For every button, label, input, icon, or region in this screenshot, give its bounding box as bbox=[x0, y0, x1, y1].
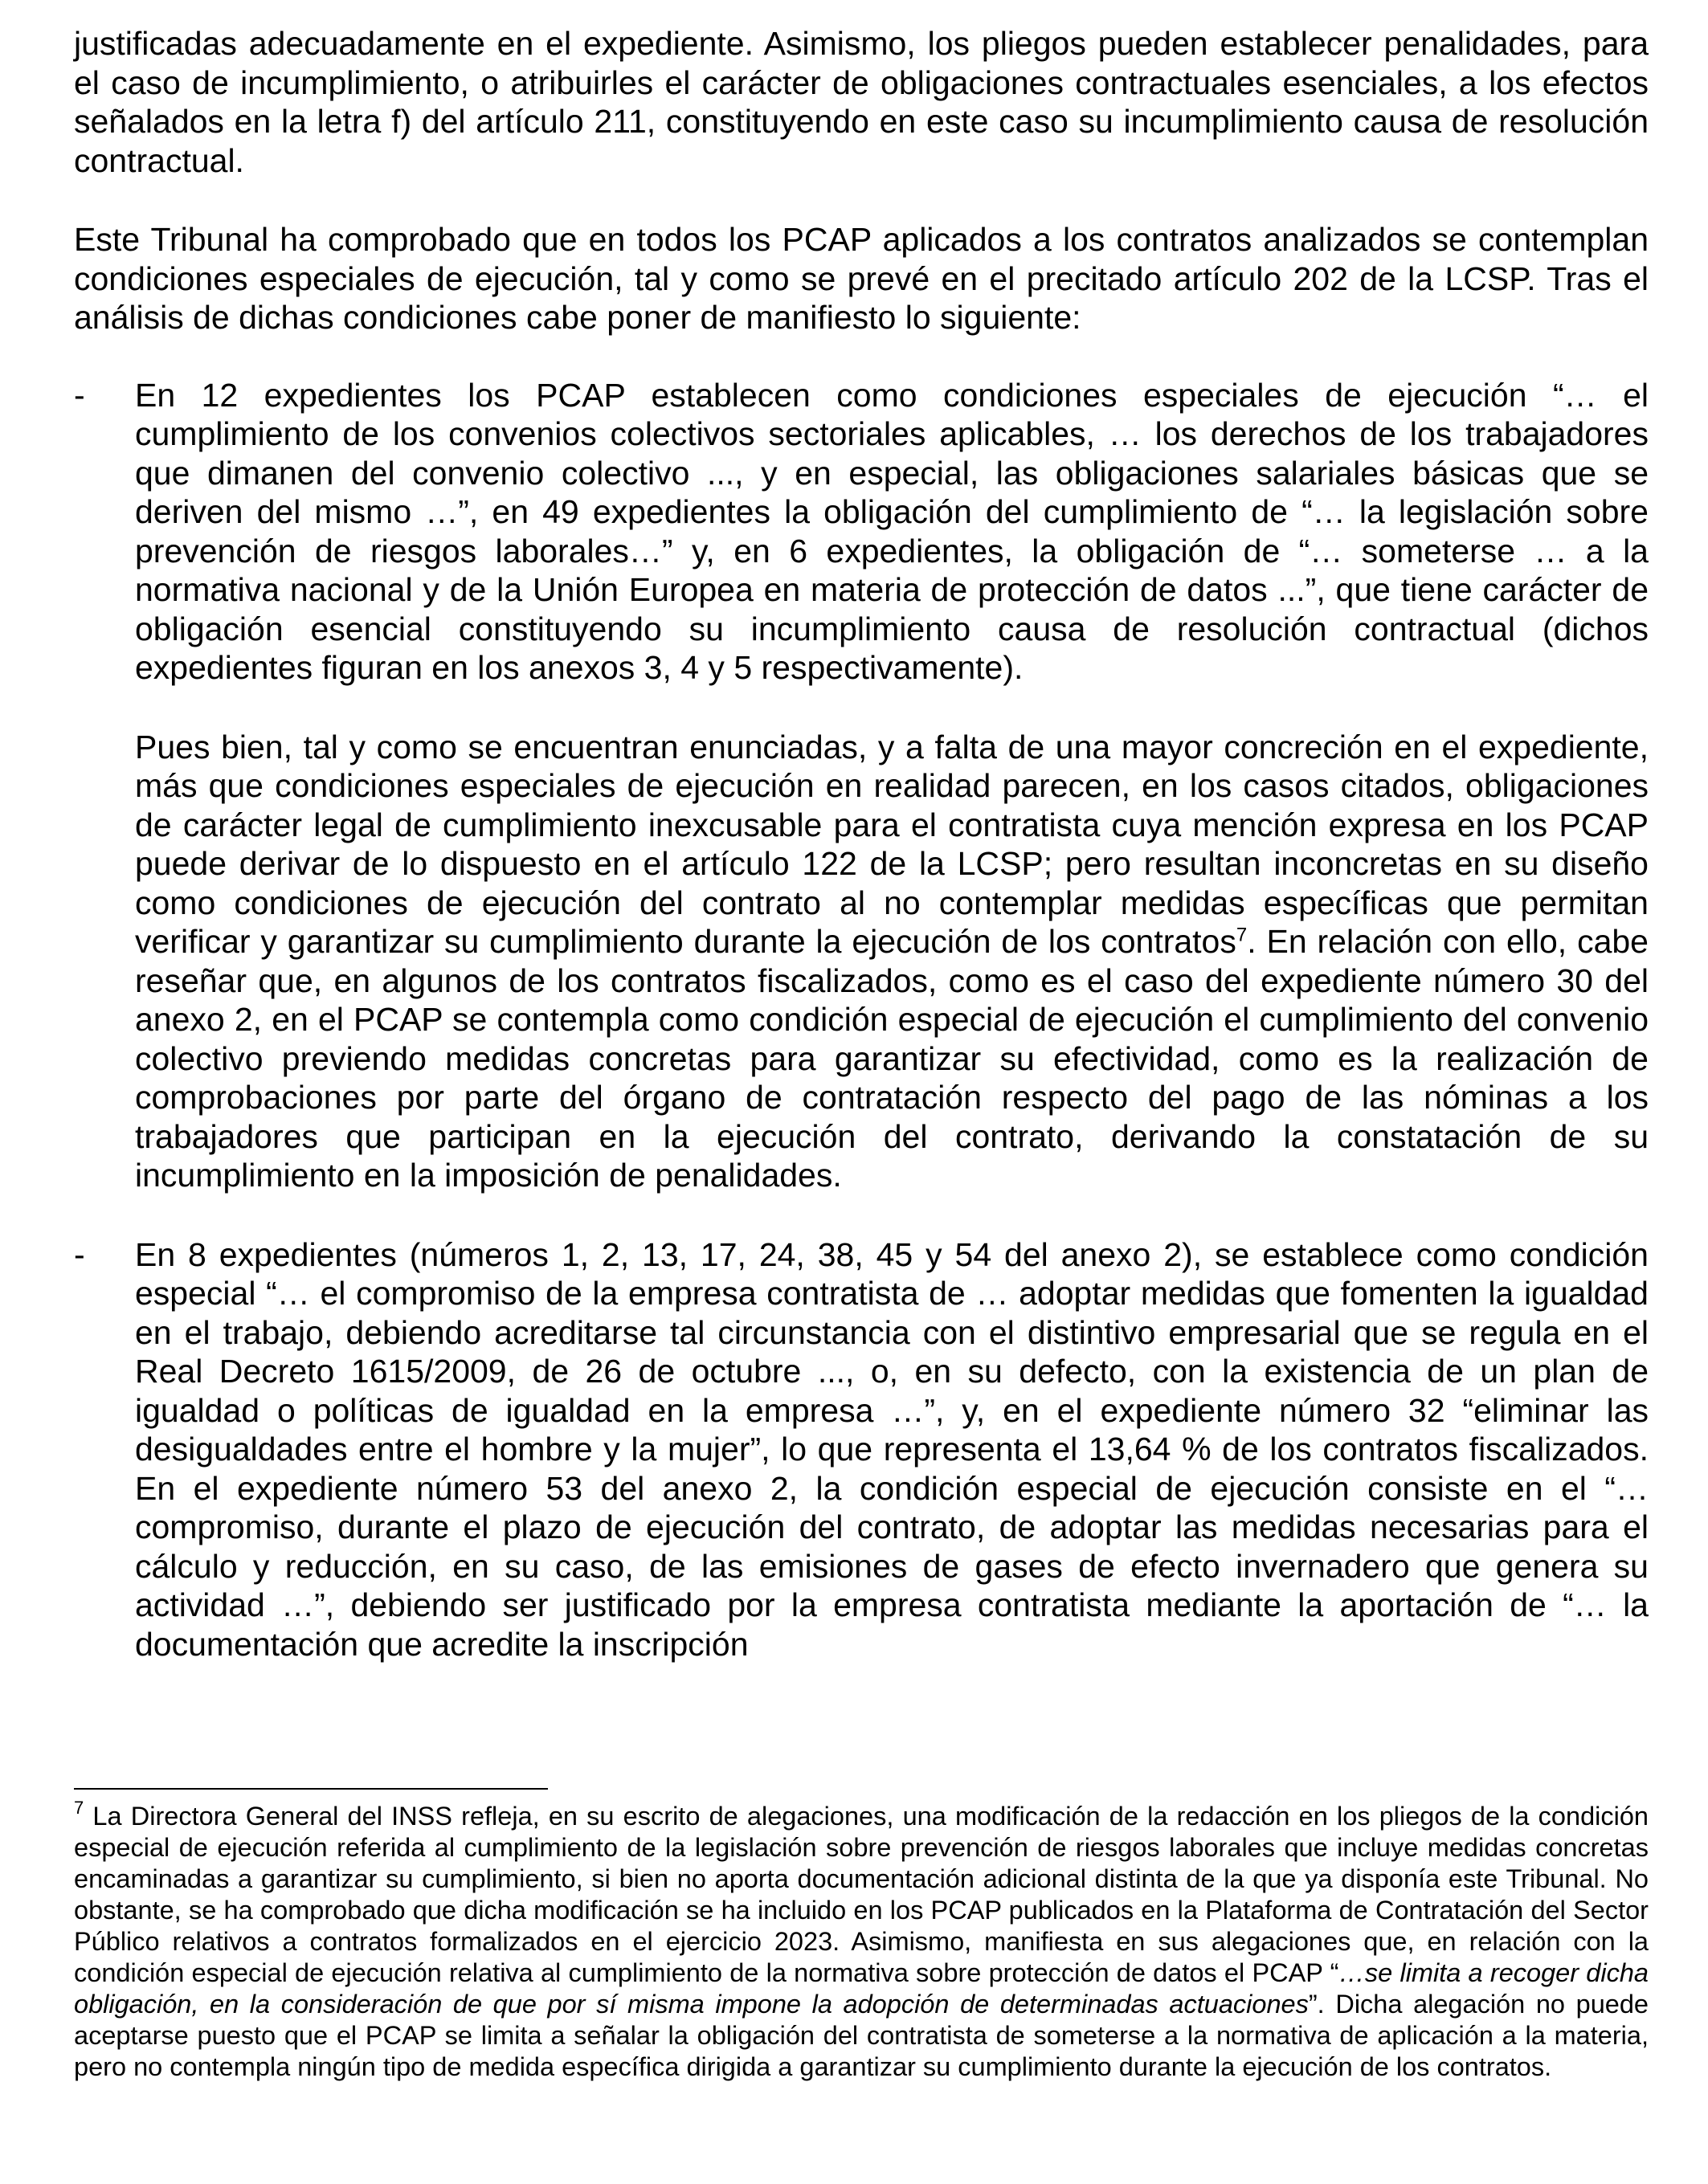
footnote-reference[interactable]: 7 bbox=[1236, 924, 1248, 946]
footnote-number: 7 bbox=[74, 1798, 84, 1818]
list-item-text: En 8 expedientes (números 1, 2, 13, 17, 24, 38, 45 y 54 del anexo 2), se establece como condición especial “… el compromiso de la empresa contratista de … adoptar medidas que fomenten la igualdad en el trabajo, debiendo acreditarse tal circunstancia con el distintivo empresarial que se regula en el Real Decreto 1615/2009, de 26 de octubre ..., o, en su defecto, con la existencia de un plan de igualdad o políticas de igualdad en la empresa …”, y, en el expediente número 32 “eliminar las desigualdades entre el hombre y la mujer”, lo que representa el 13,64 % de los contratos fiscalizados. En el expediente número 53 del anexo 2, la condición especial de ejecución consiste en el “… compromiso, durante el plazo de ejecución del contrato, de adoptar las medidas necesarias para el cálculo y reducción, en su caso, de las emisiones de gases de efecto invernadero que genera su actividad …”, debiendo ser justificado por la empresa contratista mediante la aportación de “… la documentación que acredite la inscripción bbox=[135, 1235, 1649, 1663]
list-item-convenios bbox=[74, 376, 1649, 1195]
list-bullet: - bbox=[74, 1235, 85, 1273]
footnote-separator bbox=[74, 1788, 548, 1790]
footnote-text-a: La Directora General del INSS refleja, en su escrito de alegaciones, una modificación de la redacción en los pliegos de la condición especial de ejecución referida al cumplimiento de la legislación sobre prevención de riesgos laborales que incluye medidas concretas encaminadas a garantizar su cumplimiento, si bien no aporta documentación adicional distinta de la que ya disponía este Tribunal. No obstante, se ha comprobado que dicha modificación se ha incluido en los PCAP publicados en la Plataforma de Contratación del Sector Público relativos a contratos formalizados en el ejercicio 2023. Asimismo, manifiesta en sus alegaciones que, en relación con la condición especial de ejecución relativa al cumplimiento de la normativa sobre protección de datos el PCAP “ bbox=[74, 1802, 1649, 1987]
paragraph-tribunal-comprobado: Este Tribunal ha comprobado que en todos los PCAP aplicados a los contratos analizados se contemplan condiciones especiales de ejecución, tal y como se prevé en el precitado artículo 202 de la LCSP. Tras el análisis de dichas condiciones cabe poner de manifiesto lo siguiente: bbox=[74, 221, 1649, 336]
footnote bbox=[74, 1798, 1649, 2083]
list-item-text: En 12 expedientes los PCAP establecen como condiciones especiales de ejecución “… el cumplimiento de los convenios colectivos sectoriales aplicables, … los derechos de los trabajadores que dimanen del convenio colectivo ..., y en especial, las obligaciones salariales básicas que se deriven del mismo …”, en 49 expedientes la obligación del cumplimiento de “… la legislación sobre prevención de riesgos laborales…” y, en 6 expedientes, la obligación de “… someterse … a la normativa nacional y de la Unión Europea en materia de protección de datos ...”, que tiene carácter de obligación esencial constituyendo su incumplimiento causa de resolución contractual (dichos expedientes figuran en los anexos 3, 4 y 5 respectivamente). bbox=[135, 376, 1649, 686]
footnote-quote-italic: …se limita a recoger dicha obligación, en la consideración de que por sí misma impone la adopción de determinadas actuaciones bbox=[74, 1958, 1649, 2019]
footnote-text-b: ”. Dicha alegación no puede aceptarse puesto que el PCAP se limita a señalar la obligación del contratista de someterse a la normativa de aplicación a la materia, pero no contempla ningún tipo de medida específica dirigida a garantizar su cumplimiento durante la ejecución de los contratos. bbox=[74, 1990, 1649, 2081]
document-body bbox=[74, 24, 1649, 1664]
continuation-text-a: Pues bien, tal y como se encuentran enunciadas, y a falta de una mayor concreción en el expediente, más que condiciones especiales de ejecución en realidad parecen, en los casos citados, obligaciones de carácter legal de cumplimiento inexcusable para el contratista cuya mención expresa en los PCAP puede derivar de lo dispuesto en el artículo 122 de la LCSP; pero resultan inconcretas en su diseño como condiciones de ejecución del contrato al no contemplar medidas específicas que permitan verificar y garantizar su cumplimiento durante la ejecución de los contratos bbox=[135, 728, 1649, 960]
list-item-continuation bbox=[135, 728, 1649, 1195]
list-bullet: - bbox=[74, 376, 85, 414]
continuation-text-b: . En relación con ello, cabe reseñar que, en algunos de los contratos fiscalizados, como es el caso del expediente número 30 del anexo 2, en el PCAP se contempla como condición especial de ejecución el cumplimiento del convenio colectivo previendo medidas concretas para garantizar su efectividad, como es la realización de comprobaciones por parte del órgano de contratación respecto del pago de las nóminas a los trabajadores que participan en la ejecución del contrato, derivando la constatación de su incumplimiento en la imposición de penalidades. bbox=[135, 923, 1649, 1194]
list-item-igualdad bbox=[74, 1235, 1649, 1664]
paragraph-justificadas: justificadas adecuadamente en el expediente. Asimismo, los pliegos pueden establecer penalidades, para el caso de incumplimiento, o atribuirles el carácter de obligaciones contractuales esenciales, a los efectos señalados en la letra f) del artículo 211, constituyendo en este caso su incumplimiento causa de resolución contractual. bbox=[74, 25, 1649, 179]
